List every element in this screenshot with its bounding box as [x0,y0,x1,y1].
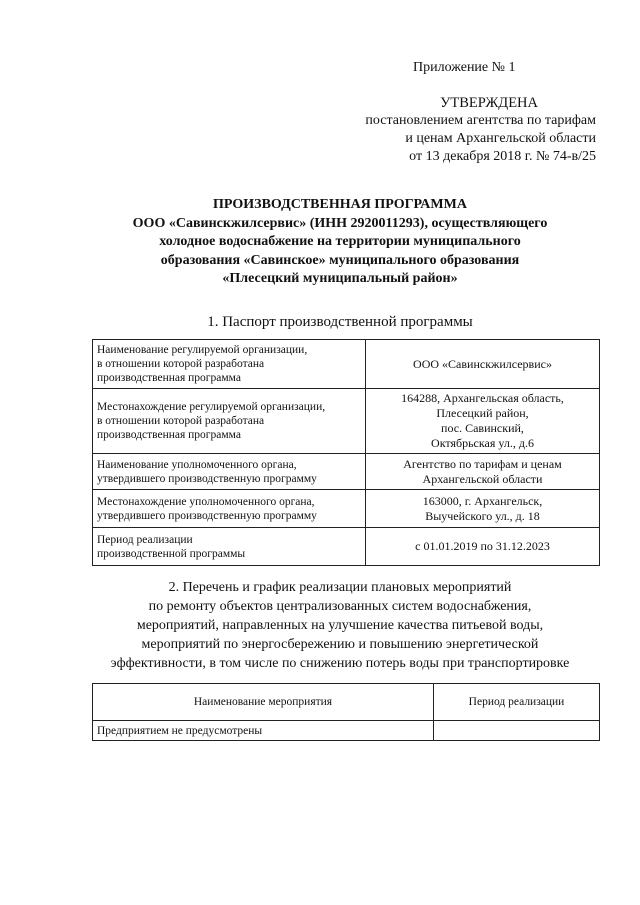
cell-line: 163000, г. Архангельск, [422,493,543,508]
cell-line: Местонахождение регулируемой организации, [97,401,326,413]
heading-line: по ремонту объектов централизованных систем водоснабжения, [148,599,532,614]
cell-line: производственная программа [97,429,241,441]
table-row [93,721,600,741]
title-line: ПРОИЗВОДСТВЕННАЯ ПРОГРАММА [213,197,467,212]
passport-key [93,340,366,389]
cell-line: 164288, Архангельская область, [401,391,564,405]
passport-key [93,528,366,566]
title-line: «Плесецкий муниципальный район» [222,271,458,286]
title-line: образования «Савинское» муниципального образования [160,252,520,268]
table-cell: Предприятием не предусмотрены [93,721,434,741]
title-line: ООО «Савинскжилсервис» (ИНН 2920011293), осуществляющего [132,215,548,231]
cell-line: утвердившего производственную программу [97,509,317,522]
table-row [93,340,600,389]
passport-value [366,340,600,389]
table-row [93,528,600,566]
passport-table [92,339,600,566]
annex-label: Приложение № 1 [413,60,516,75]
approval-block [322,94,596,166]
cell-line: Октябрьская ул., д.6 [431,436,534,450]
cell-line: в отношении которой разработана [97,358,265,370]
cell-line: утвердившего производственную программу [97,472,317,485]
cell-line: ООО «Савинскжилсервис» [413,356,552,371]
table-row [93,490,600,528]
cell-line: Агентство по тарифам и ценам [403,456,562,471]
events-table [92,683,600,741]
approved-line: постановлением агентства по тарифам [365,113,596,128]
document-title [60,196,620,289]
title-line: холодное водоснабжение на территории муниципального [159,234,521,249]
approved-line: и ценам Архангельской области [405,131,596,146]
passport-value [366,528,600,566]
passport-value [366,454,600,490]
section2-heading [40,578,640,673]
heading-line: эффективности, в том числе по снижению потерь воды при транспортировке [110,656,570,671]
cell-line: Наименование уполномоченного органа, [97,458,297,471]
table-row [93,454,600,490]
cell-line: Плесецкий район, [436,406,529,420]
passport-key [93,454,366,490]
approved-heading: УТВЕРЖДЕНА [440,95,538,111]
section1-heading: 1. Паспорт производственной программы [207,314,473,330]
cell-line: производственная программа [97,372,241,384]
cell-line: с 01.01.2019 по 31.12.2023 [415,539,550,553]
heading-line: мероприятий, направленных на улучшение качества питьевой воды, [136,618,544,633]
heading-line: мероприятий по энергосбережению и повышению энергетической [141,637,539,652]
table-cell [434,721,600,741]
cell-line: в отношении которой разработана [97,415,265,427]
passport-key [93,490,366,528]
cell-line: Период реализации [97,533,193,546]
cell-line: пос. Савинский, [441,421,524,435]
cell-line: производственной программы [97,547,246,560]
passport-value [366,490,600,528]
cell-line: Местонахождение уполномоченного органа, [97,495,315,508]
passport-key [93,389,366,454]
passport-value [366,389,600,454]
table-header-row [93,684,600,721]
cell-line: Наименование регулируемой организации, [97,344,308,356]
column-header: Период реализации [434,684,600,721]
cell-line: Выучейского ул., д. 18 [425,508,540,523]
cell-line: Архангельской области [422,471,543,486]
heading-line: 2. Перечень и график реализации плановых мероприятий [168,580,512,595]
column-header: Наименование мероприятия [93,684,434,721]
approved-line: от 13 декабря 2018 г. № 74-в/25 [409,149,596,164]
table-row [93,389,600,454]
